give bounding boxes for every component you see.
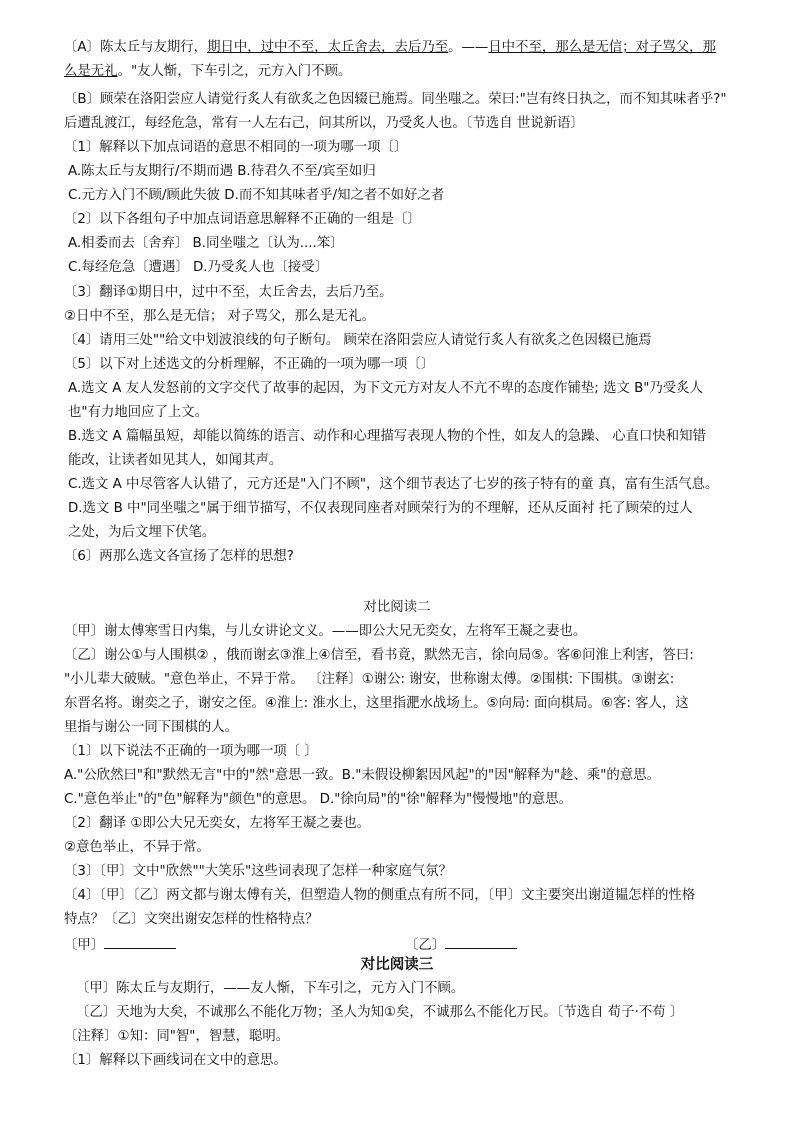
question-5-option-a-line-1: A.选文 A 友人发怒前的文字交代了故事的起因，为下文元方对友人不亢不卑的态度作铺垫; 选文 B"乃受炙人 [68, 381, 704, 396]
annotation-note: 〔注释〕①知：同"智"，智慧，聪明。 [64, 1029, 290, 1044]
wavy-underlined-sentence: 日中不至，那么是无信；对子骂父，那 [488, 40, 716, 55]
question-2-options-cd: C.每经危急〔遭遇〕 D.乃受炙人也〔接受〕 [68, 260, 329, 275]
question-2-options-ab: A.相委而去〔舍弃〕 B.同坐嗤之〔认为....笨〕 [68, 236, 344, 251]
text-span: 〔A〕陈太丘与友期行， [64, 40, 208, 55]
answer-label: 〔甲〕 [64, 938, 105, 953]
text-span: 。—— [448, 40, 489, 55]
question-5-option-a-line-2: 也"有力地回应了上文。 [68, 405, 209, 420]
passage-yi-line-4: 里指与谢公一同下围棋的人。 [64, 720, 239, 735]
question-1: 〔1〕解释以下画线词在文中的意思。 [64, 1053, 287, 1068]
question-5-option-d-line-1: D.选文 B 中"同坐嗤之"属于细节描写，不仅表现同座者对顾荣行为的不理解，还从反面衬 托了顾荣的过人 [68, 501, 693, 516]
passage-yi-line-2: "小儿辈大破贼。"意色举止，不异于常。 〔注释〕①谢公: 谢安，世称谢太傅。②围棋: 下围棋。③谢玄: [64, 672, 675, 687]
question-4: 〔4〕请用三处""给文中划波浪线的句子断句。 顾荣在洛阳尝应人请觉行炙人有欲炙之色因辍已施焉 [64, 333, 652, 348]
answer-blank[interactable] [445, 934, 517, 949]
answer-blank[interactable] [104, 934, 176, 949]
question-5: 〔5〕以下对上述选文的分析理解，不正确的一项为哪一项〔〕 [64, 357, 435, 372]
passage-jia: 〔甲〕陈太丘与友期行，——友人惭，下车引之，元方入门不顾。 [76, 981, 465, 996]
question-2: 〔2〕以下各组句子中加点词语意思解释不正确的一组是〔〕 [64, 212, 421, 227]
question-3-part-2: ②日中不至，那么是无信； 对子骂父，那么是无礼。 [64, 309, 375, 324]
passage-yi-line-1: 〔乙〕谢公①与人围棋② ，俄而谢玄③淮上④信至，看书竟，默然无言，徐向局⑤。客⑥问淮上利害，答曰: [64, 648, 694, 663]
section-title-comparative-reading-3: 对比阅读三 [360, 957, 434, 973]
passage-a-line-2 [64, 62, 351, 82]
wavy-underlined-sentence: 么是无礼 [64, 64, 118, 79]
question-6: 〔6〕两那么选文各宣扬了怎样的思想? [64, 549, 294, 564]
question-1: 〔1〕解释以下加点词语的意思不相同的一项为哪一项〔〕 [64, 140, 408, 155]
question-5-option-b-line-2: 能改，让读者如见其人，如闻其声。 [68, 453, 283, 468]
passage-a-line-1 [64, 38, 716, 58]
question-2: 〔2〕翻译 ①即公大兄无奕女，左将军王凝之妻也。 [64, 816, 370, 831]
question-5-option-b-line-1: B.选文 A 篇幅虽短，却能以简练的语言、动作和心理描写表现人物的个性，如友人的急躁、 心直口快和知错 [68, 429, 706, 444]
question-4-line-2: 特点？〔乙〕文突出谢安怎样的性格特点？ [64, 912, 319, 927]
answer-yi [405, 934, 517, 956]
passage-yi-line-3: 东晋名将。谢奕之子，谢安之侄。④淮上: 淮水上，这里指淝水战场上。⑤向局: 面向棋局。⑥客: 客人，这 [64, 696, 689, 711]
question-2-part-2: ②意色举止，不异于常。 [64, 840, 210, 855]
question-3: 〔3〕〔甲〕文中"欣然""大笑乐"这些词表现了怎样一种家庭气氛？ [64, 864, 453, 879]
question-1-options-cd: C.元方入门不顾/顾此失彼 D.而不知其味者乎/知之者不如好之者 [68, 188, 445, 203]
passage-b-line-2: 后遭乱渡江，每经危急，常有一人左右己，问其所以，乃受炙人也。〔节选自 世说新语〕 [64, 116, 584, 131]
passage-b-line-1: 〔B〕顾荣在洛阳尝应人请觉行炙人有欲炙之色因辍已施焉。同坐嗤之。荣曰:"岂有终日执之，而不知其味者乎?" [64, 92, 727, 107]
text-span: 。"友人惭，下车引之，元方入门不顾。 [117, 64, 352, 79]
wavy-underlined-sentence: 期日中，过中不至，太丘舍去，去后乃至 [207, 40, 449, 55]
passage-jia: 〔甲〕谢太傅寒雪日内集，与儿女讲论文义。——即公大兄无奕女，左将军王凝之妻也。 [64, 624, 587, 639]
answer-jia [64, 934, 176, 956]
question-1-options-cd: C."意色举止"的"色"解释为"颜色"的意思。 D."徐向局"的"徐"解释为"慢慢地"的意思。 [64, 792, 573, 807]
question-1: 〔1〕以下说法不正确的一项为哪一项〔 〕 [64, 744, 318, 759]
question-1-options-ab: A."公欣然曰"和"默然无言"中的"然"意思一致。B."未假设柳絮因风起"的"因"解释为"趁、乘"的意思。 [64, 768, 660, 783]
question-3: 〔3〕翻译①期日中，过中不至，太丘舍去，去后乃至。 [64, 285, 393, 300]
question-5-option-d-line-2: 之处，为后文埋下伏笔。 [68, 525, 216, 540]
passage-yi: 〔乙〕天地为大矣，不诚那么不能化万物；圣人为知①矣，不诚那么不能化万民。〔节选自 荀子·不苟 〕 [76, 1005, 684, 1020]
question-4-line-1: 〔4〕〔甲〕〔乙〕两文都与谢太傅有关，但塑造人物的侧重点有所不同，〔甲〕文主要突出谢道韫怎样的性格 [64, 888, 696, 903]
question-5-option-c: C.选文 A 中尽管客人认错了，元方还是"入门不顾"，这个细节表达了七岁的孩子特有的童 真，富有生活气息。 [68, 477, 719, 492]
question-1-options-ab: A.陈太丘与友期行/不期而遇 B.待君久不至/宾至如归 [68, 164, 376, 179]
answer-label: 〔乙〕 [405, 938, 446, 953]
section-title-comparative-reading-2: 对比阅读二 [363, 600, 431, 615]
